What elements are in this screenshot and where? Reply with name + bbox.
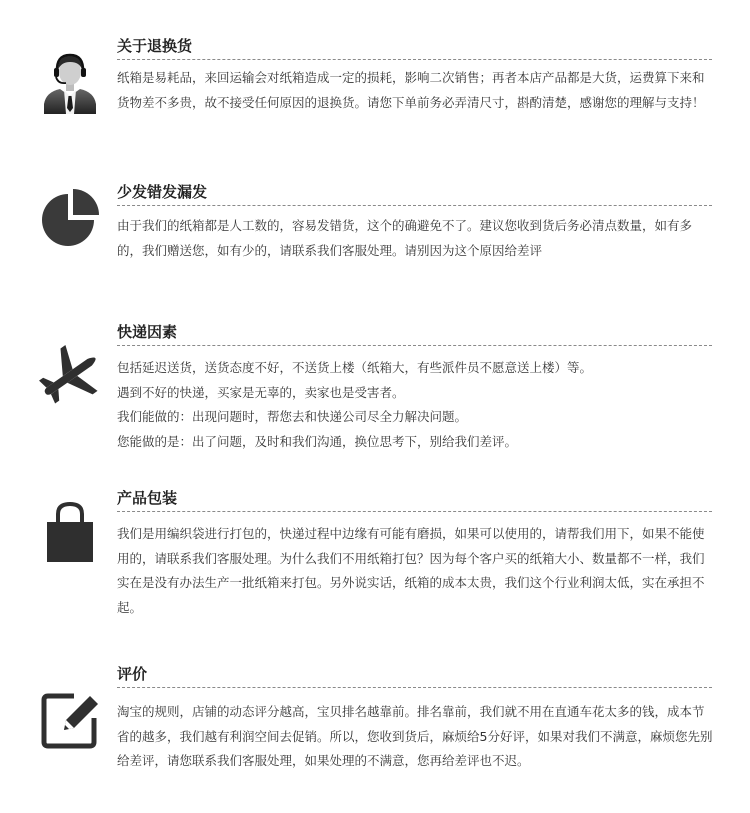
paragraph: 遇到不好的快递，买家是无辜的，卖家也是受害者。 <box>117 384 405 400</box>
pie-chart-icon <box>38 186 102 250</box>
section-title: 评价 <box>117 665 148 683</box>
dashed-divider <box>117 687 712 688</box>
paragraph: 淘宝的规则，店铺的动态评分越高，宝贝排名越靠前。排名靠前，我们就不用在直通车花太多的钱，成本节省的越多，我们越有利润空间去促销。所以，您收到货后，麻烦给5分好评，如果对我们不满意，麻烦您先别给差评，请您联系我们客服处理，如果处理的不满意，您再给差评也不迟。 <box>117 704 713 768</box>
paragraph: 我们是用编织袋进行打包的，快递过程中边缘有可能有磨损，如果可以使用的，请帮我们用下，如果不能使用的，请联系我们客服处理。为什么我们不用纸箱打包？因为每个客户买的纸箱大小、数量都不一样，我们实在是没有办法生产一批纸箱来打包。另外说实话，纸箱的成本太贵，我们这个行业利润太低，实在承担不起。 <box>117 526 705 615</box>
section-body <box>117 356 715 454</box>
paragraph: 纸箱是易耗品，来回运输会对纸箱造成一定的损耗，影响二次销售；再者本店产品都是大货，运费算下来和货物差不多贵，故不接受任何原因的退换货。请您下单前务必弄清尺寸，斟酌清楚，感谢您的理解与支持！ <box>117 70 705 110</box>
section-body <box>117 700 715 774</box>
edit-pencil-icon <box>38 688 102 752</box>
section-body <box>117 66 715 115</box>
section-title: 少发错发漏发 <box>117 183 208 201</box>
customer-service-agent-icon <box>38 50 102 114</box>
dashed-divider <box>117 511 712 512</box>
shopping-bag-icon <box>38 500 102 564</box>
paragraph: 包括延迟送货，送货态度不好，不送货上楼（纸箱大，有些派件员不愿意送上楼）等。 <box>117 360 593 375</box>
dashed-divider <box>117 59 712 60</box>
paragraph: 我们能做的：出现问题时，帮您去和快递公司尽全力解决问题。 <box>117 409 468 424</box>
dashed-divider <box>117 345 712 346</box>
section-body <box>117 214 715 263</box>
section-title: 产品包装 <box>117 489 178 507</box>
dashed-divider <box>117 205 712 206</box>
paragraph: 您能做的是：出了问题，及时和我们沟通，换位思考下，别给我们差评。 <box>117 433 518 449</box>
airplane-icon <box>38 344 102 408</box>
section-title: 关于退换货 <box>117 37 193 55</box>
paragraph: 由于我们的纸箱都是人工数的，容易发错货，这个的确避免不了。建议您收到货后务必清点数量，如有多的，我们赠送您，如有少的，请联系我们客服处理。请别因为这个原因给差评 <box>117 218 693 258</box>
section-title: 快递因素 <box>117 323 178 341</box>
section-body <box>117 522 715 620</box>
